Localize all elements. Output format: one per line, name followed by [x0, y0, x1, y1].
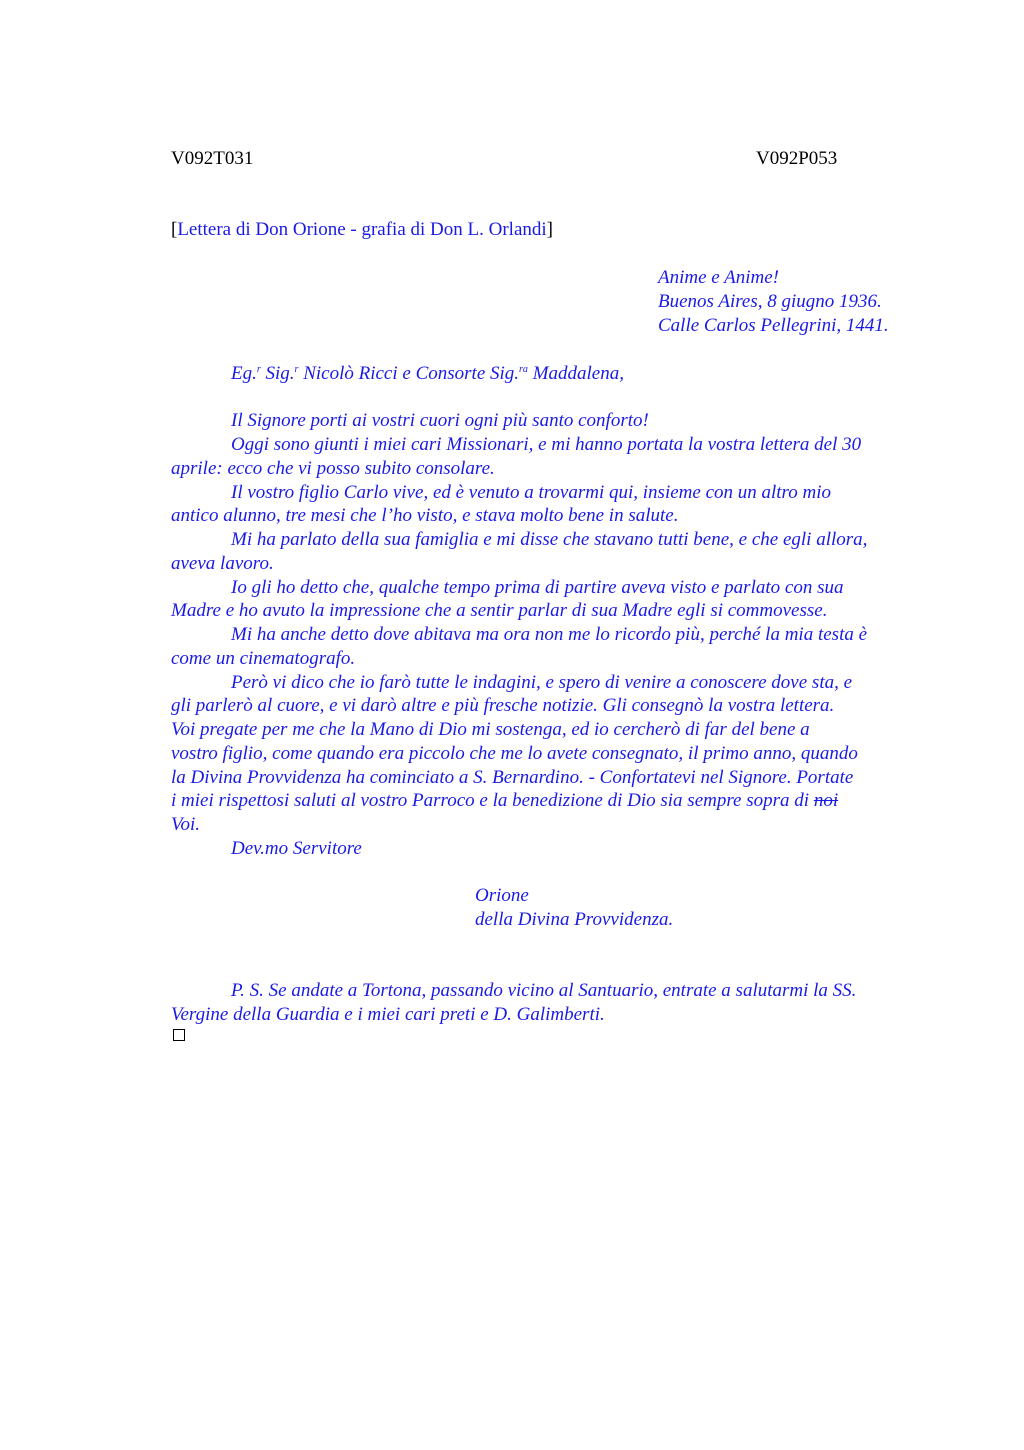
- page-code-right: V092P053: [756, 148, 838, 169]
- body-line: Il Signore porti ai vostri cuori ogni più santo conforto!: [231, 410, 649, 431]
- body-line: [171, 789, 838, 813]
- body-line: Voi pregate per me che la Mano di Dio mi sostenga, ed io cercherò di far del bene a: [171, 719, 810, 740]
- body-line: Voi.: [171, 814, 201, 835]
- body-line: Mi ha anche detto dove abitava ma ora non me lo ricordo più, perché la mia testa è: [231, 624, 868, 645]
- title-close-bracket: ]: [546, 219, 553, 240]
- struck-word: noi: [813, 790, 839, 811]
- body-line: la Divina Provvidenza ha cominciato a S. Bernardino. - Confortatevi nel Signore. Portate: [171, 767, 854, 788]
- dateline-motto: Anime e Anime!: [658, 267, 779, 288]
- salutation-part: Maddalena,: [527, 363, 624, 384]
- body-line: Madre e ho avuto la impressione che a sentir parlar di sua Madre egli si commovesse.: [171, 600, 828, 621]
- salutation-part: Eg.: [231, 363, 257, 384]
- dateline-address: Calle Carlos Pellegrini, 1441.: [658, 315, 889, 336]
- body-line: vostro figlio, come quando era piccolo che me lo avete consegnato, il primo anno, quando: [171, 743, 858, 764]
- salutation: [231, 362, 624, 386]
- title-text: Lettera di Don Orione - grafia di Don L. Orlandi: [177, 219, 547, 240]
- title-open-bracket: [: [171, 219, 178, 240]
- end-marker-box: [173, 1029, 185, 1041]
- postscript-line: P. S. Se andate a Tortona, passando vicino al Santuario, entrate a salutarmi la SS.: [231, 980, 857, 1001]
- salutation-part: Sig.: [260, 363, 295, 384]
- body-line: aprile: ecco che vi posso subito consolare.: [171, 458, 495, 479]
- body-line: Però vi dico che io farò tutte le indagini, e spero di venire a conoscere dove sta, e: [231, 672, 853, 693]
- body-line: antico alunno, tre mesi che l’ho visto, e stava molto bene in salute.: [171, 505, 679, 526]
- volume-code-left: V092T031: [171, 148, 254, 169]
- salutation-superscript: ra: [519, 364, 528, 375]
- salutation-superscript: r: [294, 364, 299, 375]
- body-line: Mi ha parlato della sua famiglia e mi disse che stavano tutti bene, e che egli allora,: [231, 529, 868, 550]
- body-line: aveva lavoro.: [171, 553, 274, 574]
- postscript-line: Vergine della Guardia e i miei cari preti e D. Galimberti.: [171, 1004, 605, 1025]
- closing-formula: Dev.mo Servitore: [231, 838, 362, 859]
- body-line: Il vostro figlio Carlo vive, ed è venuto a trovarmi qui, insieme con un altro mio: [231, 482, 831, 503]
- body-line: come un cinematografo.: [171, 648, 356, 669]
- body-line-text: i miei rispettosi saluti al vostro Parroco e la benedizione di Dio sia sempre sopra di: [171, 790, 814, 811]
- body-line: Oggi sono giunti i miei cari Missionari, e mi hanno portata la vostra lettera del 30: [231, 434, 862, 455]
- body-line: gli parlerò al cuore, e vi darò altre e più fresche notizie. Gli consegnò la vostra lettera.: [171, 695, 835, 716]
- body-line: Io gli ho detto che, qualche tempo prima di partire aveva visto e parlato con sua: [231, 577, 844, 598]
- signature-name: Orione: [475, 885, 529, 906]
- dateline-place-date: Buenos Aires, 8 giugno 1936.: [658, 291, 882, 312]
- signature-title: della Divina Provvidenza.: [475, 909, 674, 930]
- salutation-superscript: r: [256, 364, 261, 375]
- salutation-part: Nicolò Ricci e Consorte Sig.: [298, 363, 520, 384]
- document-title: [171, 218, 553, 242]
